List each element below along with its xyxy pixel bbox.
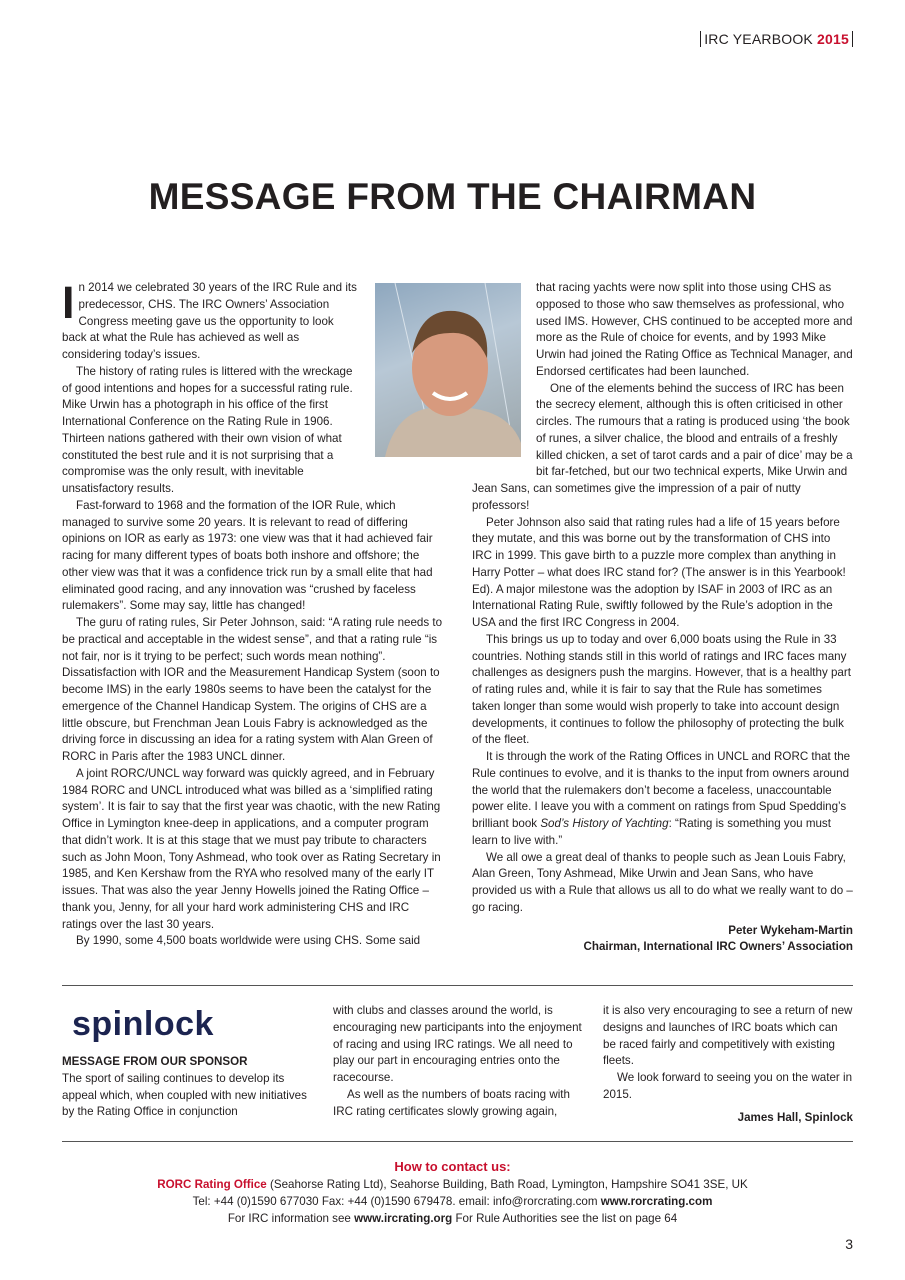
sponsor-col-2 [333, 1003, 585, 1120]
sponsor-text: As well as the numbers of boats racing with IRC rating certificates slowly growing again, [333, 1087, 570, 1118]
article-paragraph: Peter Johnson also said that rating rules had a life of 15 years before they mutate, and this was borne out by the transformation of CHS into IRC in 1999. This gave birth to a puzzle more complex than anything in Harry Potter – what does IRC stand for? (The answer is in this Yearbook! Ed). A major milestone was the adoption by ISAF in 2003 of IRC as an International Rating Rule, swiftly followed by the Rule’s adoption in the USA and the first IRC Congress in 2004. [472, 515, 846, 629]
irc-link[interactable]: www.ircrating.org [354, 1212, 453, 1225]
article-paragraph: The guru of rating rules, Sir Peter Johnson, said: “A rating rule needs to be practical and acceptable in the widest sense”, and that a rating rule “is not fair, nor is it trying to be perfect; such words mean nothing”. Dissatisfaction with IOR and the Measurement Handicap System (soon to become IMS) in the early 1980s seems to have been the catalyst for the emergence of the Channel Handicap System. The origins of CHS are a little obscure, but Frenchman Jean Louis Fabry is acknowledged as the driving force in discussing an idea for a rating system with Alan Green of RORC in Paris after the 1983 UNCL dinner. [62, 616, 443, 763]
sponsor-text: with clubs and classes around the world, is encouraging new participants into the enjoyment of racing and using IRC ratings. We all need to play our part in encouraging entries onto the racecourse. [333, 1004, 582, 1084]
sponsor-heading: MESSAGE FROM OUR SPONSOR [62, 1055, 248, 1068]
page-number: 3 [845, 1236, 853, 1252]
article-paragraph: The history of rating rules is littered with the wreckage of good intentions and hopes for a successful rating rule. Mike Urwin has a photograph in his office of the first International Conference on the Rating Rule in 1906. Thirteen nations gathered with their own vision of what constituted the best rule and it is not surprising that a compromise was the only result, with inevitable unsatisfactory results. [62, 364, 353, 495]
page-title: MESSAGE FROM THE CHAIRMAN [148, 176, 757, 217]
article-paragraph: We all owe a great deal of thanks to people such as Jean Louis Fabry, Alan Green, Tony Ashmead, Mike Urwin and Jean Sans, who have provided us with a Rule that allows us all to do what we really want to do – go racing. [472, 850, 853, 914]
contact-box: How to contact us: RORC Rating Office (Seahorse Rating Ltd), Seahorse Building, Bath Road, Lymington, Hampshire SO41 3SE, UK Tel: +44 (0)1590 677030 Fax: +44 (0)1590 679478. email: info@rorcrating.com www.rorcrating.com For IRC information see www.ircrating.org For Rule Authorities see the list on page 64 [0, 1158, 905, 1227]
book-title: Sod’s History of Yachting [540, 817, 669, 830]
article-paragraph: that racing yachts were now split into those using CHS as opposed to those who saw themselves as professional, who used IMS. However, CHS continued to be accepted more and more as the Rule of choice for events, and by 1993 Mike Urwin had joined the Rating Office as Technical Manager, and Endorsed certificates had been launched. [536, 281, 853, 378]
spinlock-logo: spinlock [72, 1005, 214, 1043]
right-column [472, 280, 853, 956]
header-title: IRC YEARBOOK [704, 31, 813, 47]
office-name: RORC Rating Office [157, 1178, 267, 1191]
drop-cap: I [62, 277, 75, 328]
article-paragraph: In 2014 we celebrated 30 years of the IRC Rule and its predecessor, CHS. The IRC Owners’ Association Congress meeting gave us the opportunity to look back at what the Rule has achieved as well as considering today’s issues. [62, 277, 357, 361]
article-paragraph: By 1990, some 4,500 boats worldwide were using CHS. Some said [76, 934, 421, 948]
sponsor-signature: James Hall, Spinlock [737, 1110, 853, 1124]
header-year: 2015 [817, 31, 849, 47]
running-header [700, 31, 853, 47]
article-paragraph: One of the elements behind the success of IRC has been the secrecy element, although this is often criticised in other circles. The rumours that a rating is produced using ‘the book of runes, a silver chalice, the blood and entrails of a freshly killed chicken, a set of tarot cards and a pair of dice’ may be a bit far-fetched, but our two technical experts, Mike Urwin and Jean Sans, can sometimes give the impression of a pair of nutty professors! [472, 381, 853, 512]
sponsor-col-1 [62, 1054, 312, 1121]
sponsor-text: We look forward to seeing you on the water in 2015. [603, 1071, 853, 1101]
rorc-link[interactable]: www.rorcrating.com [600, 1195, 713, 1208]
divider [62, 985, 853, 986]
sponsor-col-3 [603, 1003, 853, 1126]
divider [62, 1141, 853, 1142]
article-paragraph: A joint RORC/UNCL way forward was quickly agreed, and in February 1984 RORC and UNCL introduced what was billed as a ‘simplified rating system’. It is fair to say that the first year was chaotic, with the new Rating Office in Lymington knee-deep in applications, and a computer program that didn’t work. It is at this stage that we must pay tribute to characters such as John Moon, Tony Ashmead, who took over as Rating Secretary in 1985, and Ken Kershaw from the RYA who resolved many of the early IT issues. That was also the year Jenny Howells joined the Rating Office – thank you, Jenny, for all your hard work administering CHS and IRC ratings over the last 30 years. [62, 766, 441, 931]
sponsor-text: The sport of sailing continues to develop its appeal which, when coupled with new initiatives by the Rating Office in conjunction [62, 1071, 307, 1119]
contact-title: How to contact us: [394, 1159, 511, 1174]
article-paragraph: This brings us up to today and over 6,000 boats using the Rule in 33 countries. Nothing stands still in this world of ratings and IRC faces many challenges as designers push the margins. However, that is a healthy part of rating rules and, while it is fair to say that the Rule has sometimes taken longer than some would wish properly to take into account design developments, it continues to follow the philosophy of protecting the bulk of the fleet. [472, 632, 851, 747]
signature: Peter Wykeham-Martin Chairman, International IRC Owners’ Association [583, 923, 853, 954]
sponsor-text: it is also very encouraging to see a return of new designs and launches of IRC boats which can be raced fairly and competitively with existing fleets. [603, 1004, 853, 1068]
left-column [62, 277, 446, 950]
article-paragraph: Fast-forward to 1968 and the formation of the IOR Rule, which managed to survive some 20 years. It is relevant to read of differing opinions on IOR as early as 1973: one view was that it had achieved fair racing for many different types of boats both inshore and offshore; the other view was that it was a confidence trick run by a small elite that had eliminated good racing, and any innovation was “crushed by faceless rulemakers”. Some may say, little has changed! [62, 498, 433, 613]
article-paragraph: It is through the work of the Rating Offices in UNCL and RORC that the Rule continues to evolve, and it is thanks to the input from owners around the world that the rulemakers don’t become a faceless, unaccountable power elite. I leave you with a comment on ratings from Spud Spedding’s brilliant book Sod’s History of Yachting: “Rating is something you must learn to live with.” [472, 750, 851, 847]
